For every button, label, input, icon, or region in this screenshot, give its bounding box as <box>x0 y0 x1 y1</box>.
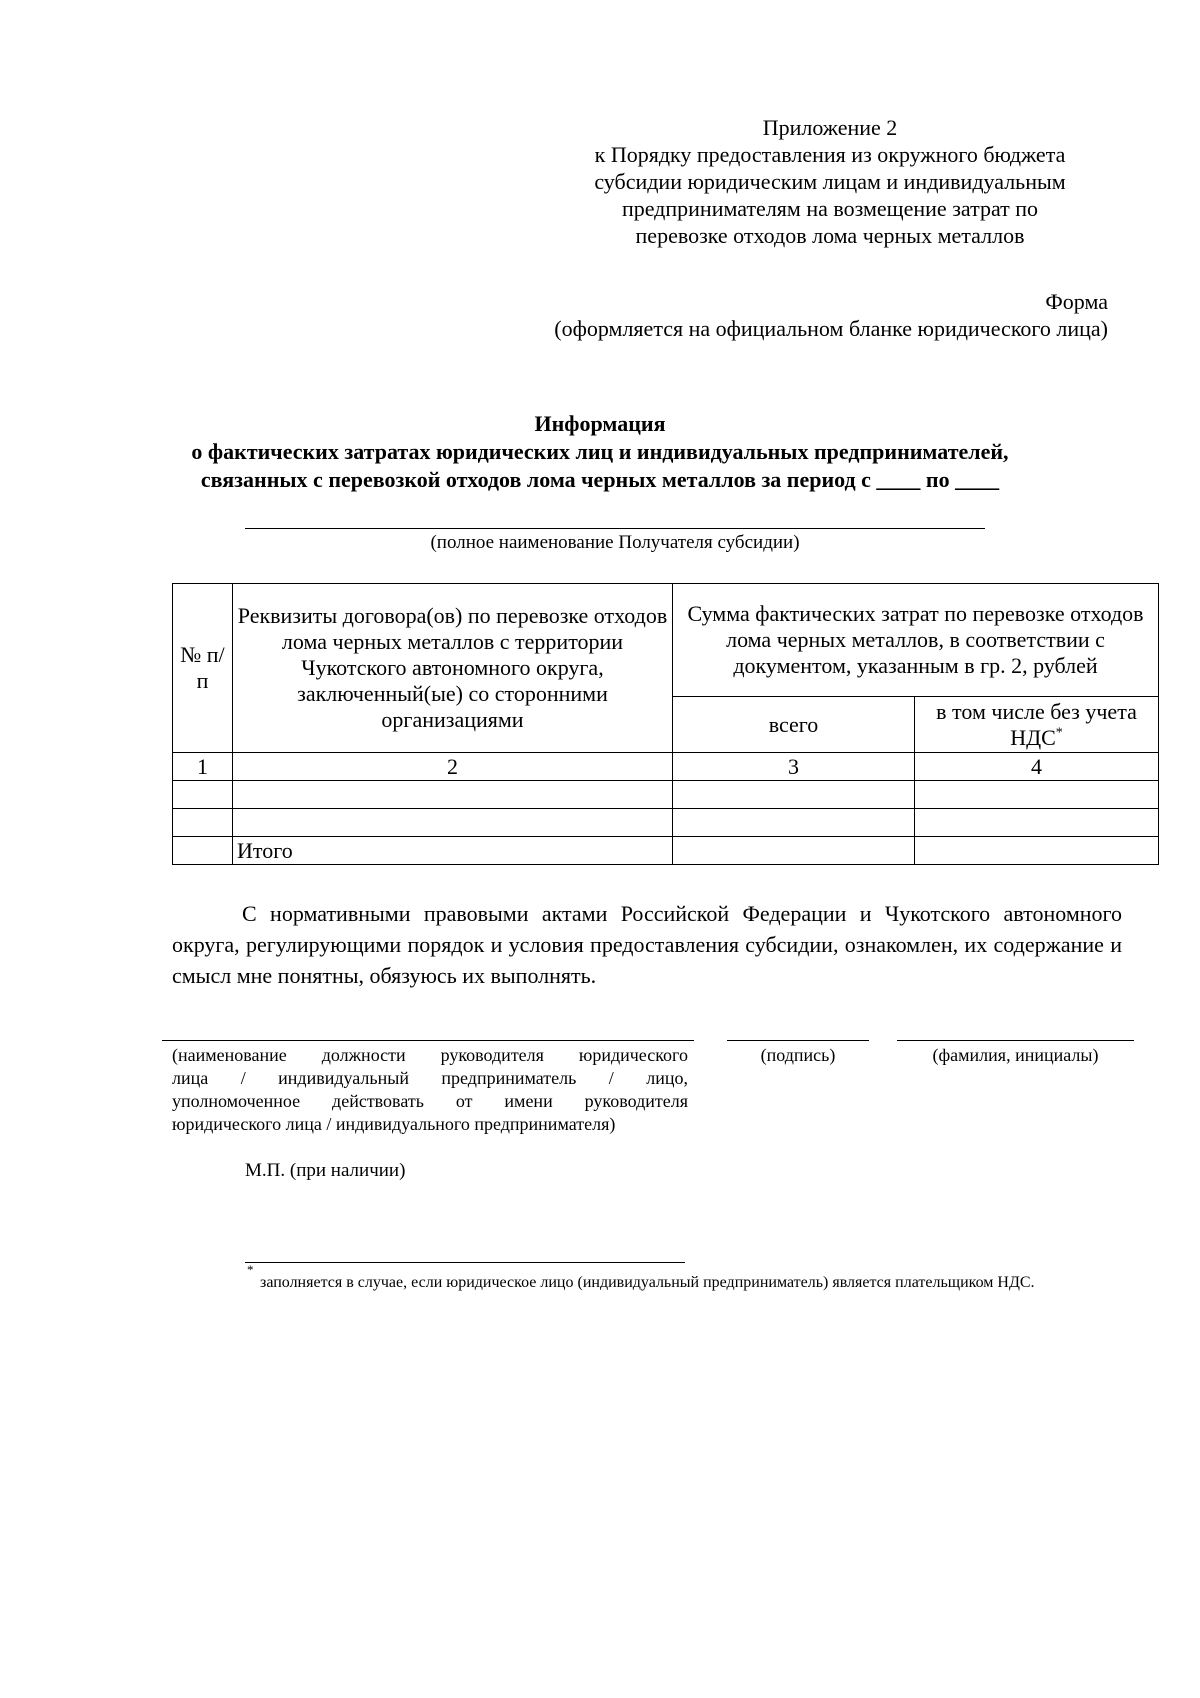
table-cell[interactable] <box>915 809 1159 837</box>
appendix-line: к Порядку предоставления из окружного бюджета <box>594 142 1066 167</box>
header-total: всего <box>673 697 915 753</box>
stamp-label: М.П. (при наличии) <box>245 1160 406 1181</box>
form-note: (оформляется на официальном бланке юридического лица) <box>554 316 1108 341</box>
vat-footnote-mark: * <box>1055 725 1063 741</box>
table-column-numbers-row <box>173 753 1159 781</box>
position-signature-line[interactable] <box>162 1040 694 1041</box>
table-row <box>173 781 1159 809</box>
table-total-row <box>173 837 1159 865</box>
table-row <box>173 809 1159 837</box>
title-line-3: связанных с перевозкой отходов лома черных металлов за период с ____ по ____ <box>200 467 1000 492</box>
position-caption-line: уполномоченное действовать от имени руководителя <box>172 1091 688 1111</box>
full-name-line[interactable] <box>897 1040 1134 1041</box>
footnote-separator <box>245 1262 685 1263</box>
document-title <box>0 410 1200 494</box>
statement-text: С нормативными правовыми актами Российской Федерации и Чукотского автономного округа, регулирующими порядок и условия предоставления субсидии, ознакомлен, их содержание и смысл мне понятны, обязуюсь их выполнять. <box>172 901 1122 988</box>
header-contract-details: Реквизиты договора(ов) по перевозке отходов лома черных металлов с территории Чукотского автономного округа, заключенный(ые) со сторонними организациями <box>233 584 673 753</box>
column-number: 4 <box>915 753 1159 781</box>
table-header-row <box>173 584 1159 697</box>
appendix-line: предпринимателям на возмещение затрат по <box>621 196 1039 221</box>
total-sum-cell[interactable] <box>673 837 915 865</box>
appendix-line: перевозке отходов лома черных металлов <box>635 223 1025 248</box>
position-caption-line: юридического лица / индивидуального предпринимателя) <box>172 1114 616 1134</box>
table-cell[interactable] <box>173 837 233 865</box>
title-line-1: Информация <box>534 411 666 436</box>
footnote-mark: * <box>247 1262 254 1277</box>
costs-table <box>172 583 1159 865</box>
title-line-2: о фактических затратах юридических лиц и индивидуальных предпринимателей, <box>191 439 1009 464</box>
statement-block <box>172 898 1122 991</box>
table-cell[interactable] <box>173 809 233 837</box>
form-label: Форма <box>1045 289 1108 314</box>
header-actual-costs: Сумма фактических затрат по перевозке отходов лома черных металлов, в соответствии с документом, указанным в гр. 2, рублей <box>673 584 1159 697</box>
signature-line[interactable] <box>727 1040 869 1041</box>
appendix-header <box>560 114 1100 249</box>
appendix-line: Приложение 2 <box>762 115 898 140</box>
table-cell[interactable] <box>673 781 915 809</box>
position-caption-line: лица / индивидуальный предприниматель / лицо, <box>172 1068 688 1088</box>
table-cell[interactable] <box>915 781 1159 809</box>
recipient-name-caption: (полное наименование Получателя субсидии) <box>430 532 800 553</box>
table-cell[interactable] <box>673 809 915 837</box>
header-number: № п/п <box>173 584 233 753</box>
recipient-name-line[interactable] <box>245 528 985 529</box>
table-cell[interactable] <box>173 781 233 809</box>
table-cell[interactable] <box>233 781 673 809</box>
full-name-caption: (фамилия, инициалы) <box>932 1045 1099 1065</box>
column-number: 3 <box>673 753 915 781</box>
appendix-line: субсидии юридическим лицам и индивидуальным <box>594 169 1066 194</box>
position-caption <box>172 1044 688 1136</box>
form-label-block <box>554 288 1108 342</box>
footnote-text: заполняется в случае, если юридическое лицо (индивидуальный предприниматель) является плательщиком НДС. <box>260 1274 1035 1291</box>
signature-caption: (подпись) <box>760 1045 836 1065</box>
position-caption-line: (наименование должности руководителя юридического <box>172 1045 688 1065</box>
table-cell[interactable] <box>233 809 673 837</box>
column-number: 1 <box>173 753 233 781</box>
header-without-vat-cell <box>915 697 1159 753</box>
total-label: Итого <box>233 837 673 865</box>
header-without-vat: в том числе без учета НДС <box>936 698 1137 750</box>
total-without-vat-cell[interactable] <box>915 837 1159 865</box>
column-number: 2 <box>233 753 673 781</box>
